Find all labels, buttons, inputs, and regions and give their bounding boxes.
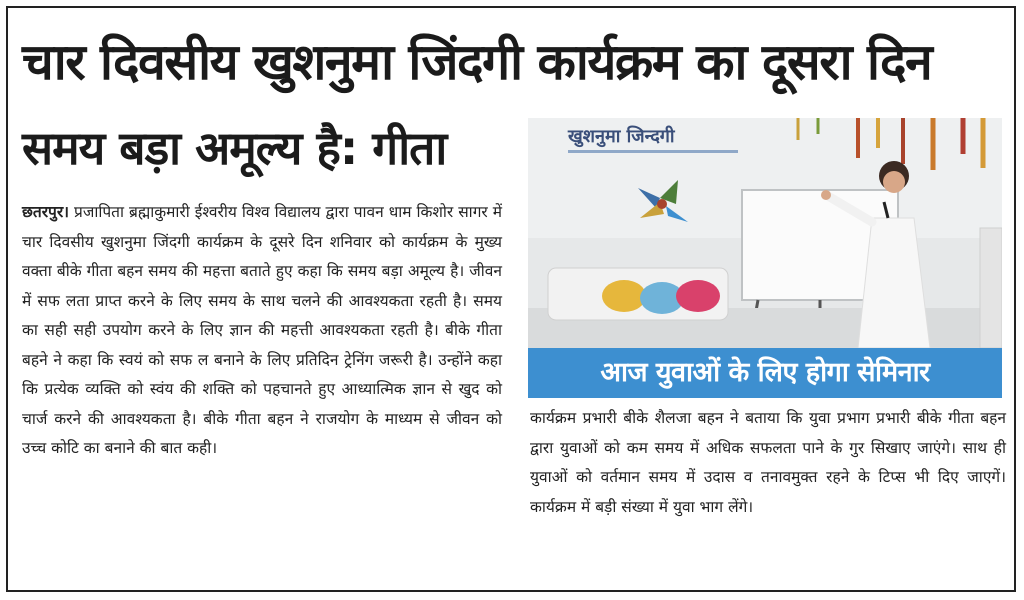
event-photo [528,118,1002,348]
event-photo-illustration [528,118,1002,348]
subheadline: समय बड़ा अमूल्य है: गीता [22,121,447,175]
article-body [22,198,502,464]
cushion-yellow [602,280,646,312]
side-heading: आज युवाओं के लिए होगा सेमिनार [528,348,1002,398]
article-body-text: प्रजापिता ब्रह्माकुमारी ईश्वरीय विश्व विद्यालय द्वारा पावन धाम किशोर सागर में चार दिवसीय खुशनुमा जिंदगी कार्यक्रम के दूसरे दिन शनिवार को कार्यक्रम के मुख्य वक्ता बीके गीता बहन समय की महत्ता बताते हुए कहा कि समय बड़ा अमूल्य है। जीवन में सफ लता प्राप्त करने के लिए समय के साथ चलने की आवश्यकता रहती है। समय का सही सही उपयोग करने के लिए ज्ञान की महत्ती आवश्यकता रहती है। बीके गीता बहने ने कहा कि स्वयं को सफ ल बनाने के लिए प्रतिदिन ट्रेनिंग जरूरी है। उन्होंने कहा कि प्रत्येक व्यक्ति को स्वंय की शक्ति को पहचानते हुए आध्यात्मिक ज्ञान से खुद को चार्ज करने की आवश्यकता है। बीके गीता बहन ने राजयोग के माध्यम से जीवन को उच्च कोटि का बनाने की बात कही। [22,203,502,457]
backdrop-title: खुशनुमा जिन्दगी [568,126,675,147]
headline: चार दिवसीय खुशनुमा जिंदगी कार्यक्रम का दूसरा दिन [22,33,932,91]
dateline: छतरपुर। [22,203,70,221]
side-body: कार्यक्रम प्रभारी बीके शैलजा बहन ने बताया कि युवा प्रभाग प्रभारी बीके गीता बहन द्वारा युवाओं को कम समय में अधिक सफलता पाने के गुर सिखाए जाएंगे। साथ ही युवाओं को वर्तमान समय में उदास व तनावमुक्त रहने के टिप्स भी दिए जाएगें। कार्यक्रम में बड़ी संख्या में युवा भाग लेंगे। [530,409,1006,516]
cushion-pink [676,280,720,312]
